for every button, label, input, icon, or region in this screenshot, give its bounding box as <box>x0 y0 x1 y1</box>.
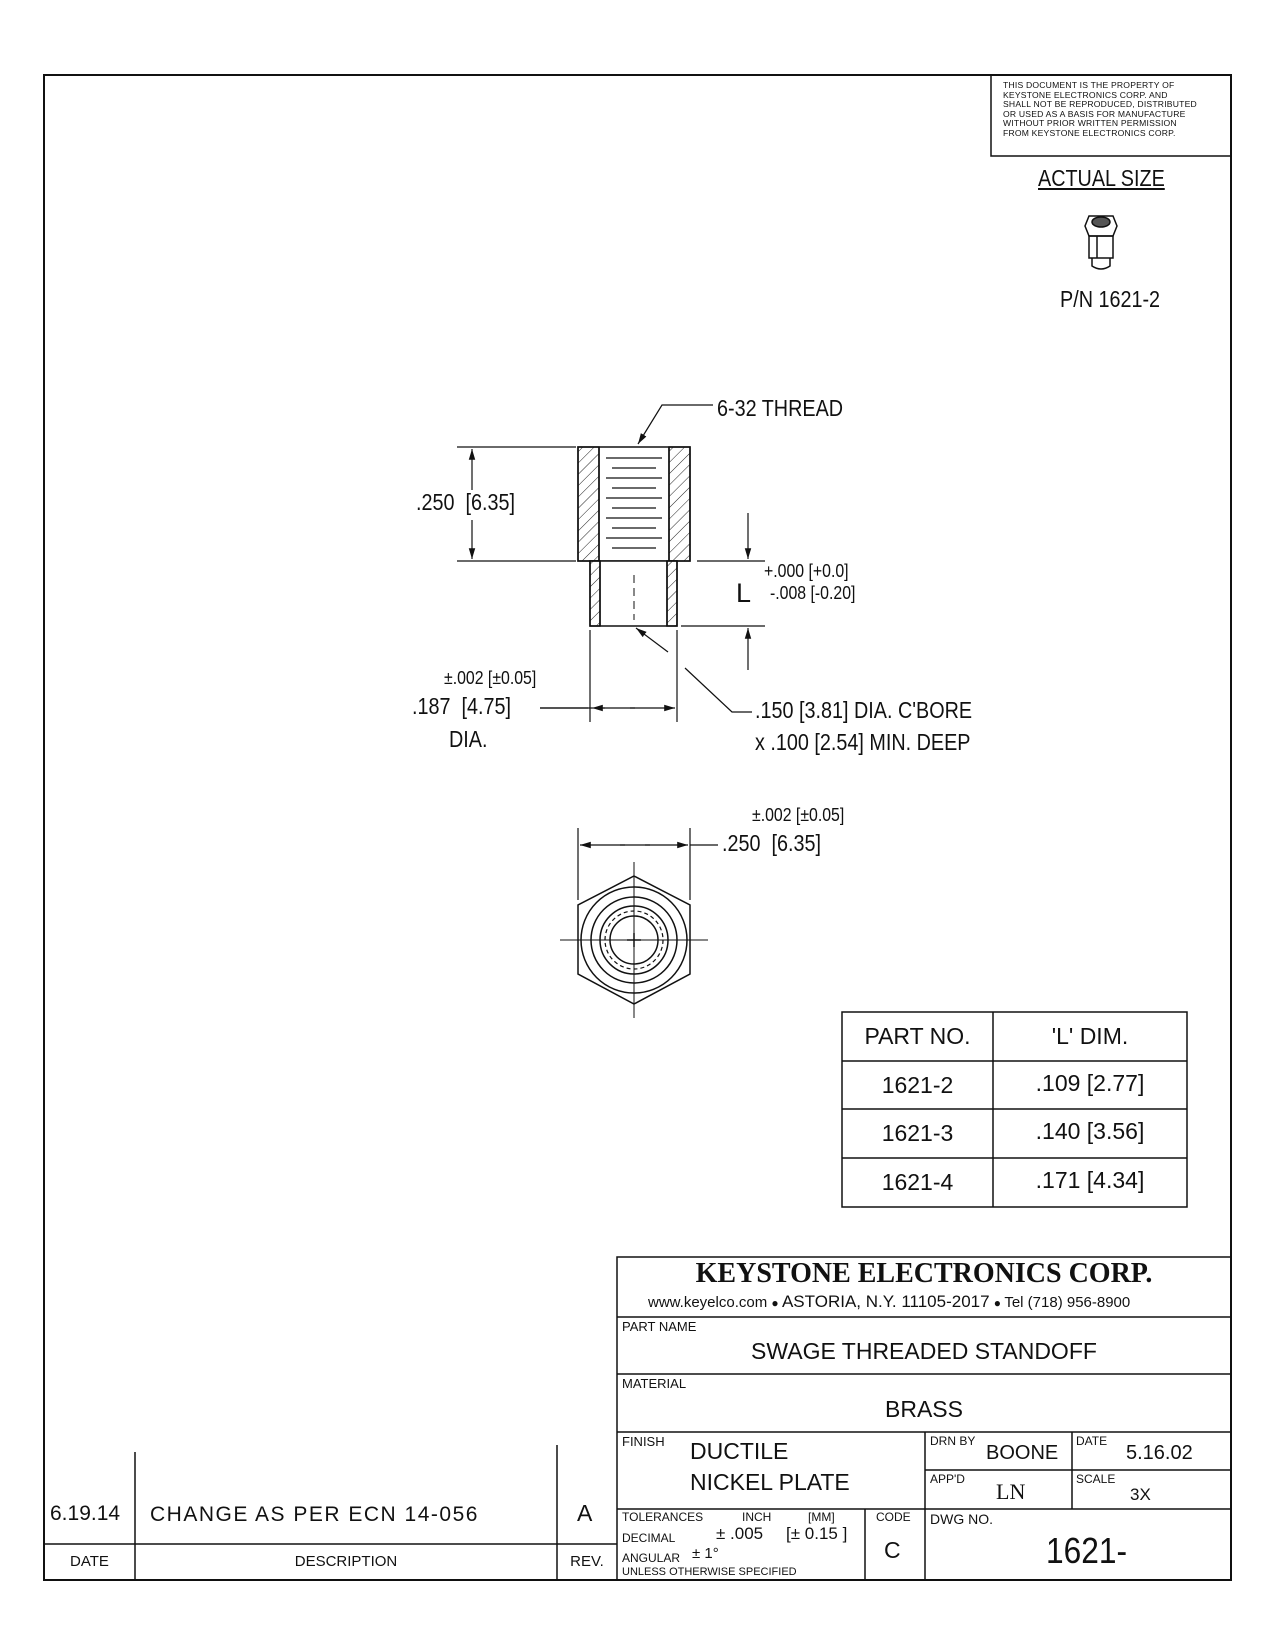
decimal-label: DECIMAL <box>622 1531 676 1545</box>
part-table-row-2-l: .140 [3.56] <box>1035 1118 1145 1144</box>
thread-callout: 6-32 THREAD <box>717 395 844 421</box>
drawing-date: 5.16.02 <box>1126 1442 1193 1464</box>
actual-size-title: ACTUAL SIZE <box>1038 165 1165 191</box>
l-tolerance-plus: +.000 [+0.0] <box>764 561 849 581</box>
part-table-row-3-part: 1621-4 <box>881 1169 954 1195</box>
revision-letter: A <box>577 1500 593 1526</box>
tolerances-label: TOLERANCES <box>622 1510 704 1524</box>
l-tolerance-minus: -.008 [-0.20] <box>770 583 856 603</box>
mm-label: [MM] <box>808 1510 835 1524</box>
finish-line2: NICKEL PLATE <box>690 1469 850 1495</box>
revision-description-label: DESCRIPTION <box>294 1553 398 1570</box>
scale: 3X <box>1130 1485 1151 1504</box>
unless-otherwise-note: UNLESS OTHERWISE SPECIFIED <box>622 1566 797 1578</box>
company-address: ASTORIA, N.Y. 11105-2017 <box>781 1292 990 1311</box>
company-website: www.keyelco.com <box>648 1294 768 1311</box>
diameter-dimension: .187 [4.75] <box>412 693 511 719</box>
company-contact <box>648 1292 1130 1312</box>
company-name: KEYSTONE ELECTRONICS CORP. <box>695 1258 1153 1289</box>
height-dimension: .250 [6.35] <box>416 489 515 515</box>
drawn-by: BOONE <box>986 1442 1059 1464</box>
part-table-row-3-l: .171 [4.34] <box>1035 1167 1145 1193</box>
drawing-number-label: DWG NO. <box>930 1511 993 1527</box>
revision-date-label: DATE <box>70 1553 109 1570</box>
bullet-icon: ● <box>771 1296 782 1310</box>
actual-size-part-number: P/N 1621-2 <box>1060 286 1161 312</box>
bullet-icon: ● <box>993 1296 1005 1310</box>
decimal-tolerance-mm: [± 0.15 ] <box>786 1524 848 1543</box>
material: BRASS <box>885 1396 963 1422</box>
diameter-word: DIA. <box>449 726 488 752</box>
scale-label: SCALE <box>1076 1472 1116 1486</box>
approved-by: LN <box>996 1479 1026 1504</box>
hex-dimension: .250 [6.35] <box>722 830 821 856</box>
part-table-row-1-l: .109 [2.77] <box>1035 1070 1145 1096</box>
inch-label: INCH <box>742 1510 772 1524</box>
finish-line1: DUCTILE <box>690 1438 789 1464</box>
property-notice: THIS DOCUMENT IS THE PROPERTY OF KEYSTONE ELECTRONICS CORP. AND SHALL NOT BE REPRODUCED, DISTRIBUTED OR USED AS A BASIS FOR MANUFACTURE WITHOUT PRIOR WRITTEN PERMISSION FROM KEYSTONE ELECTRONICS CORP. <box>1003 80 1197 138</box>
section-view <box>578 447 690 626</box>
revision-date: 6.19.14 <box>50 1502 121 1525</box>
l-dimension-label: L <box>736 578 752 608</box>
drawn-by-label: DRN BY <box>930 1434 976 1448</box>
counterbore-callout-line2: x .100 [2.54] MIN. DEEP <box>755 729 971 755</box>
revision-description: CHANGE AS PER ECN 14-056 <box>150 1503 479 1526</box>
hex-end-view <box>560 862 708 1018</box>
part-name: SWAGE THREADED STANDOFF <box>751 1338 1097 1364</box>
diameter-tolerance: ±.002 [±0.05] <box>444 668 537 688</box>
revision-rev-label: REV. <box>570 1553 604 1570</box>
approved-label: APP'D <box>930 1472 965 1486</box>
material-label: MATERIAL <box>622 1376 687 1391</box>
decimal-tolerance: ± .005 <box>716 1524 764 1543</box>
part-table-header-part: PART NO. <box>864 1023 971 1049</box>
part-table-row-1-part: 1621-2 <box>881 1072 954 1098</box>
part-name-label: PART NAME <box>622 1319 697 1334</box>
finish-label: FINISH <box>622 1434 665 1449</box>
part-table-header-l: 'L' DIM. <box>1051 1023 1129 1049</box>
code-label: CODE <box>876 1510 911 1524</box>
angular-label: ANGULAR <box>622 1551 681 1565</box>
date-label: DATE <box>1076 1434 1108 1448</box>
hex-tolerance: ±.002 [±0.05] <box>752 805 845 825</box>
part-table-row-2-part: 1621-3 <box>881 1120 954 1146</box>
counterbore-callout-line1: .150 [3.81] DIA. C'BORE <box>755 697 973 723</box>
drawing-number: 1621- <box>1046 1530 1128 1571</box>
code: C <box>884 1537 901 1563</box>
actual-size-part-icon <box>1085 216 1117 269</box>
company-tel: Tel (718) 956-8900 <box>1004 1294 1131 1311</box>
angular-tolerance: ± 1° <box>692 1545 719 1562</box>
